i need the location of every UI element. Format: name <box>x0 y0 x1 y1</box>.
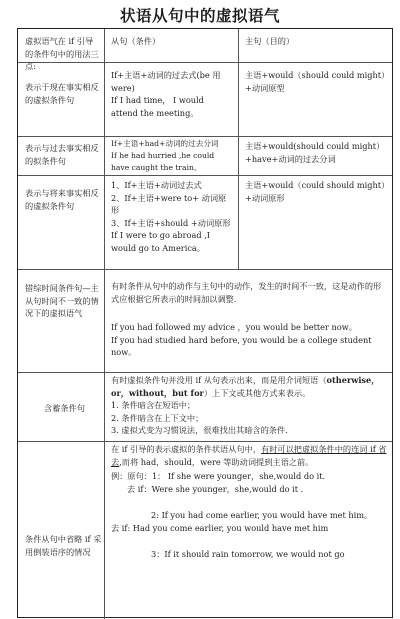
row5-item1: 1. 条件暗含在短语中； <box>111 400 196 410</box>
page-title: 状语从句中的虚拟语气 <box>119 7 280 25</box>
row-divider <box>18 441 392 442</box>
row5-body <box>111 374 387 437</box>
row6-intro-a: 在 if 引导的表示虚拟的条件状语从句中， <box>111 444 262 454</box>
row-divider <box>18 136 392 137</box>
row3-clause-rule1: 1、If+主语+动词过去式 <box>111 180 202 190</box>
row5-intro-keywords: otherwise，or，without，but for <box>111 375 380 398</box>
row1-clause-rule: If+主语+动词的过去式(be 用were) <box>111 70 221 93</box>
row6-example1-inverted: 去 if：Were she younger，she,would do it . <box>127 483 304 494</box>
row-divider <box>18 269 392 270</box>
header-usage: 虚拟语气在 if 引导的条件句中的用法三点: <box>25 36 99 71</box>
row5-intro-c: ）上下文或其他方式来表示。 <box>203 387 311 398</box>
row6-intro-c: ,而将 had，should，were 等助动词提到主语之前。 <box>119 456 314 467</box>
row2-clause-example: If he had hurried ,he could have caught the train。 <box>111 150 215 172</box>
row6-example2-inverted: 去 if: Had you come earlier, you would have met him <box>111 522 329 533</box>
row6-intro <box>111 443 387 468</box>
row2-main <box>245 140 387 165</box>
row5-item3: 3. 虚拟式变为习惯说法，很难找出其暗含的条件. <box>111 425 288 435</box>
row2-label: 表示与过去事实相反的拟条件句 <box>25 143 99 166</box>
row6-example3: 3：If it should rain tomorrow, we would not go <box>151 549 345 559</box>
row5-intro <box>111 374 387 399</box>
row1-clause-example: If I had time， I would attend the meeting。 <box>111 95 204 118</box>
row6-example1: 例：原句：1： If she were younger，she,would do it. <box>111 471 326 481</box>
row5-intro-a: 有时虚拟条件句并没用 if 从句表示出来，而是用介词短语（ <box>111 375 327 385</box>
row6-body <box>111 443 387 561</box>
row2-clause <box>111 138 233 173</box>
row4-example1: If you had followed my advice ，you would be better now。 <box>111 322 357 332</box>
row-divider <box>18 175 392 176</box>
header-clause: 从句（条件） <box>111 36 161 46</box>
row3-clause-rule3: 3、If+主语+should +动词原形 <box>111 217 231 228</box>
row1-main-rule: 主语+would（should could might）+动词原型 <box>245 70 386 93</box>
row2-main-rule: 主语+would(should could might）+have+动词的过去分词 <box>245 141 385 164</box>
row3-main <box>245 179 387 204</box>
row4-example2: If you had studied hard before, you would be a college student now。 <box>111 334 372 357</box>
column-divider <box>104 29 105 619</box>
header-main: 主句（目的） <box>245 36 295 46</box>
row3-label: 表示与将来事实相反的虚拟条件句 <box>25 188 99 211</box>
row5-label: 含蓄条件句 <box>44 403 85 413</box>
row6-example2: 2: If you had come earlier, you would have met him。 <box>151 510 373 520</box>
row4-label: 错综时间条件句—主从句时间不一致的情况下的虚拟语气 <box>25 283 99 318</box>
row2-clause-rule: If+主语+had+动词的过去分词 <box>111 139 219 148</box>
row3-clause-rule2: 2、If+主语+were to+ 动词原形 <box>111 192 227 215</box>
row1-label: 表示于现在事实相反的虚拟条件句 <box>25 82 99 105</box>
row6-intro-underlined: 有时可以把虚拟条件中的连词 if 省去 <box>111 444 387 467</box>
row5-item2: 2. 条件暗含在上下文中； <box>111 412 204 423</box>
grammar-table <box>17 28 393 618</box>
row3-clause <box>111 179 233 254</box>
row3-main-rule: 主语+would（could should might）+动词原形 <box>245 180 386 203</box>
row3-clause-example: If I were to go abroad ,I would go to America。 <box>111 230 211 253</box>
row1-main <box>245 69 387 94</box>
row6-label: 条件从句中省略 if 采用倒装语序的情况 <box>25 534 102 557</box>
row4-body <box>111 280 387 359</box>
row4-explanation: 有时条件从句中的动作与主句中的动作，发生的时间不一致，这是动作的形式应根据它所表示的时间加以调整. <box>111 281 382 304</box>
row1-clause <box>111 69 233 119</box>
column-divider <box>238 29 239 269</box>
row-divider <box>18 372 392 373</box>
